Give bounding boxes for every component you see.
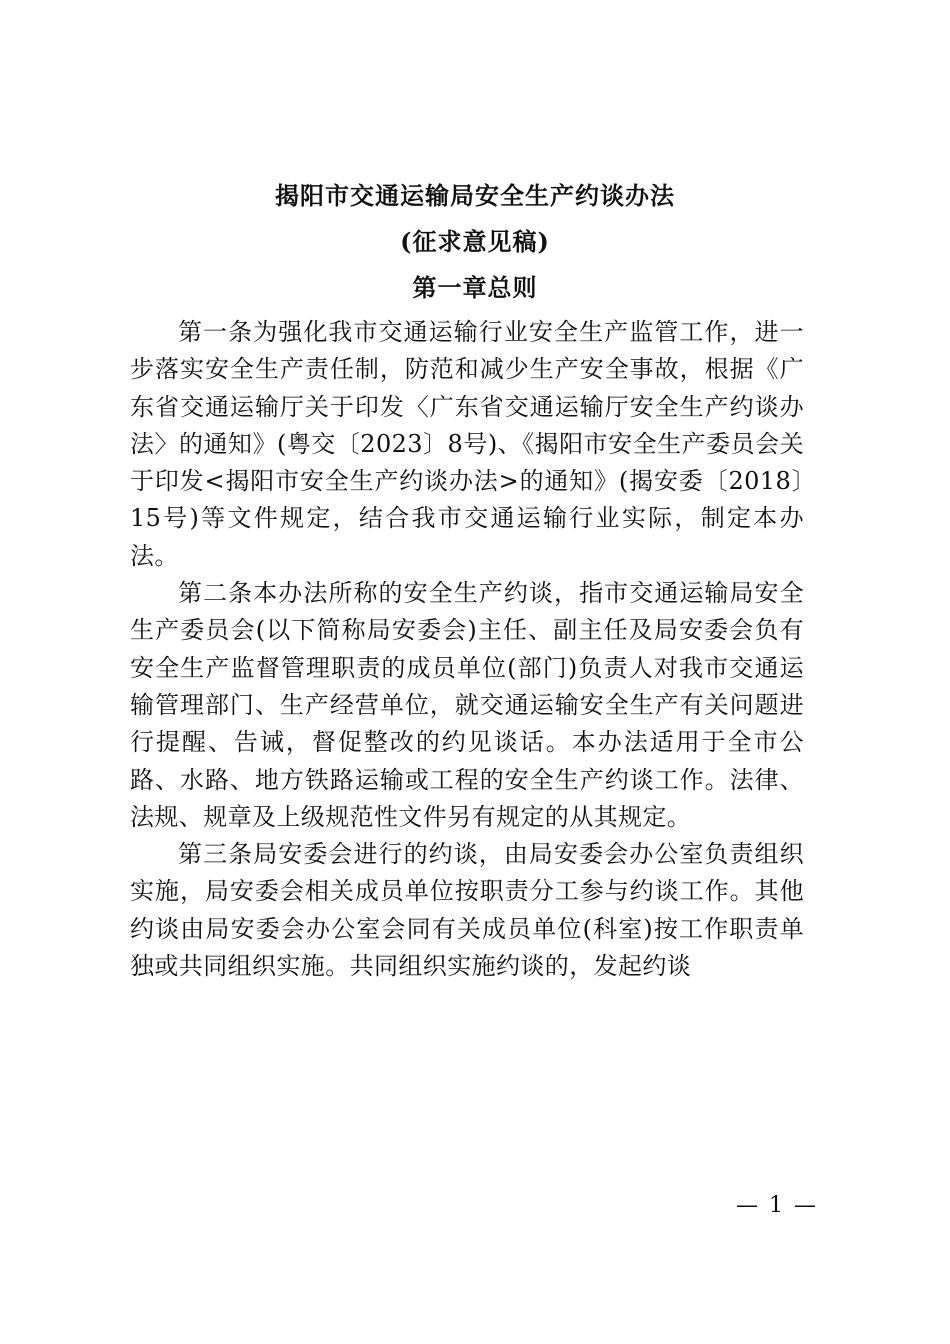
document-subtitle: (征求意见稿): [400, 227, 550, 256]
page-number: — 1 —: [736, 1193, 818, 1218]
document-body: [130, 314, 804, 985]
document-title: 揭阳市交通运输局安全生产约谈办法: [275, 181, 675, 210]
paragraph-article-3: 第三条局安委会进行的约谈，由局安委会办公室负责组织实施，局安委会相关成员单位按职责分工参与约谈工作。其他约谈由局安委会办公室会同有关成员单位(科室)按工作职责单独或共同组织实施。共同组织实施约谈的，发起约谈: [130, 840, 804, 981]
chapter-heading: 第一章总则: [412, 273, 538, 302]
paragraph-article-1: 第一条为强化我市交通运输行业安全生产监管工作，进一步落实安全生产责任制，防范和减少生产安全事故，根据《广东省交通运输厅关于印发〈广东省交通运输厅安全生产约谈办法〉的通知》(粤交〔2023〕8号)、《揭阳市安全生产委员会关于印发<揭阳市安全生产约谈办法>的通知》(揭安委〔2018〕15号)等文件规定，结合我市交通运输行业实际，制定本办法。: [130, 318, 804, 570]
paragraph-article-2: 第二条本办法所称的安全生产约谈，指市交通运输局安全生产委员会(以下简称局安委会)主任、副主任及局安委会负有安全生产监督管理职责的成员单位(部门)负责人对我市交通运输管理部门、生产经营单位，就交通运输安全生产有关问题进行提醒、告诫，督促整改的约见谈话。本办法适用于全市公路、水路、地方铁路运输或工程的安全生产约谈工作。法律、法规、规章及上级规范性文件另有规定的从其规定。: [130, 579, 804, 831]
